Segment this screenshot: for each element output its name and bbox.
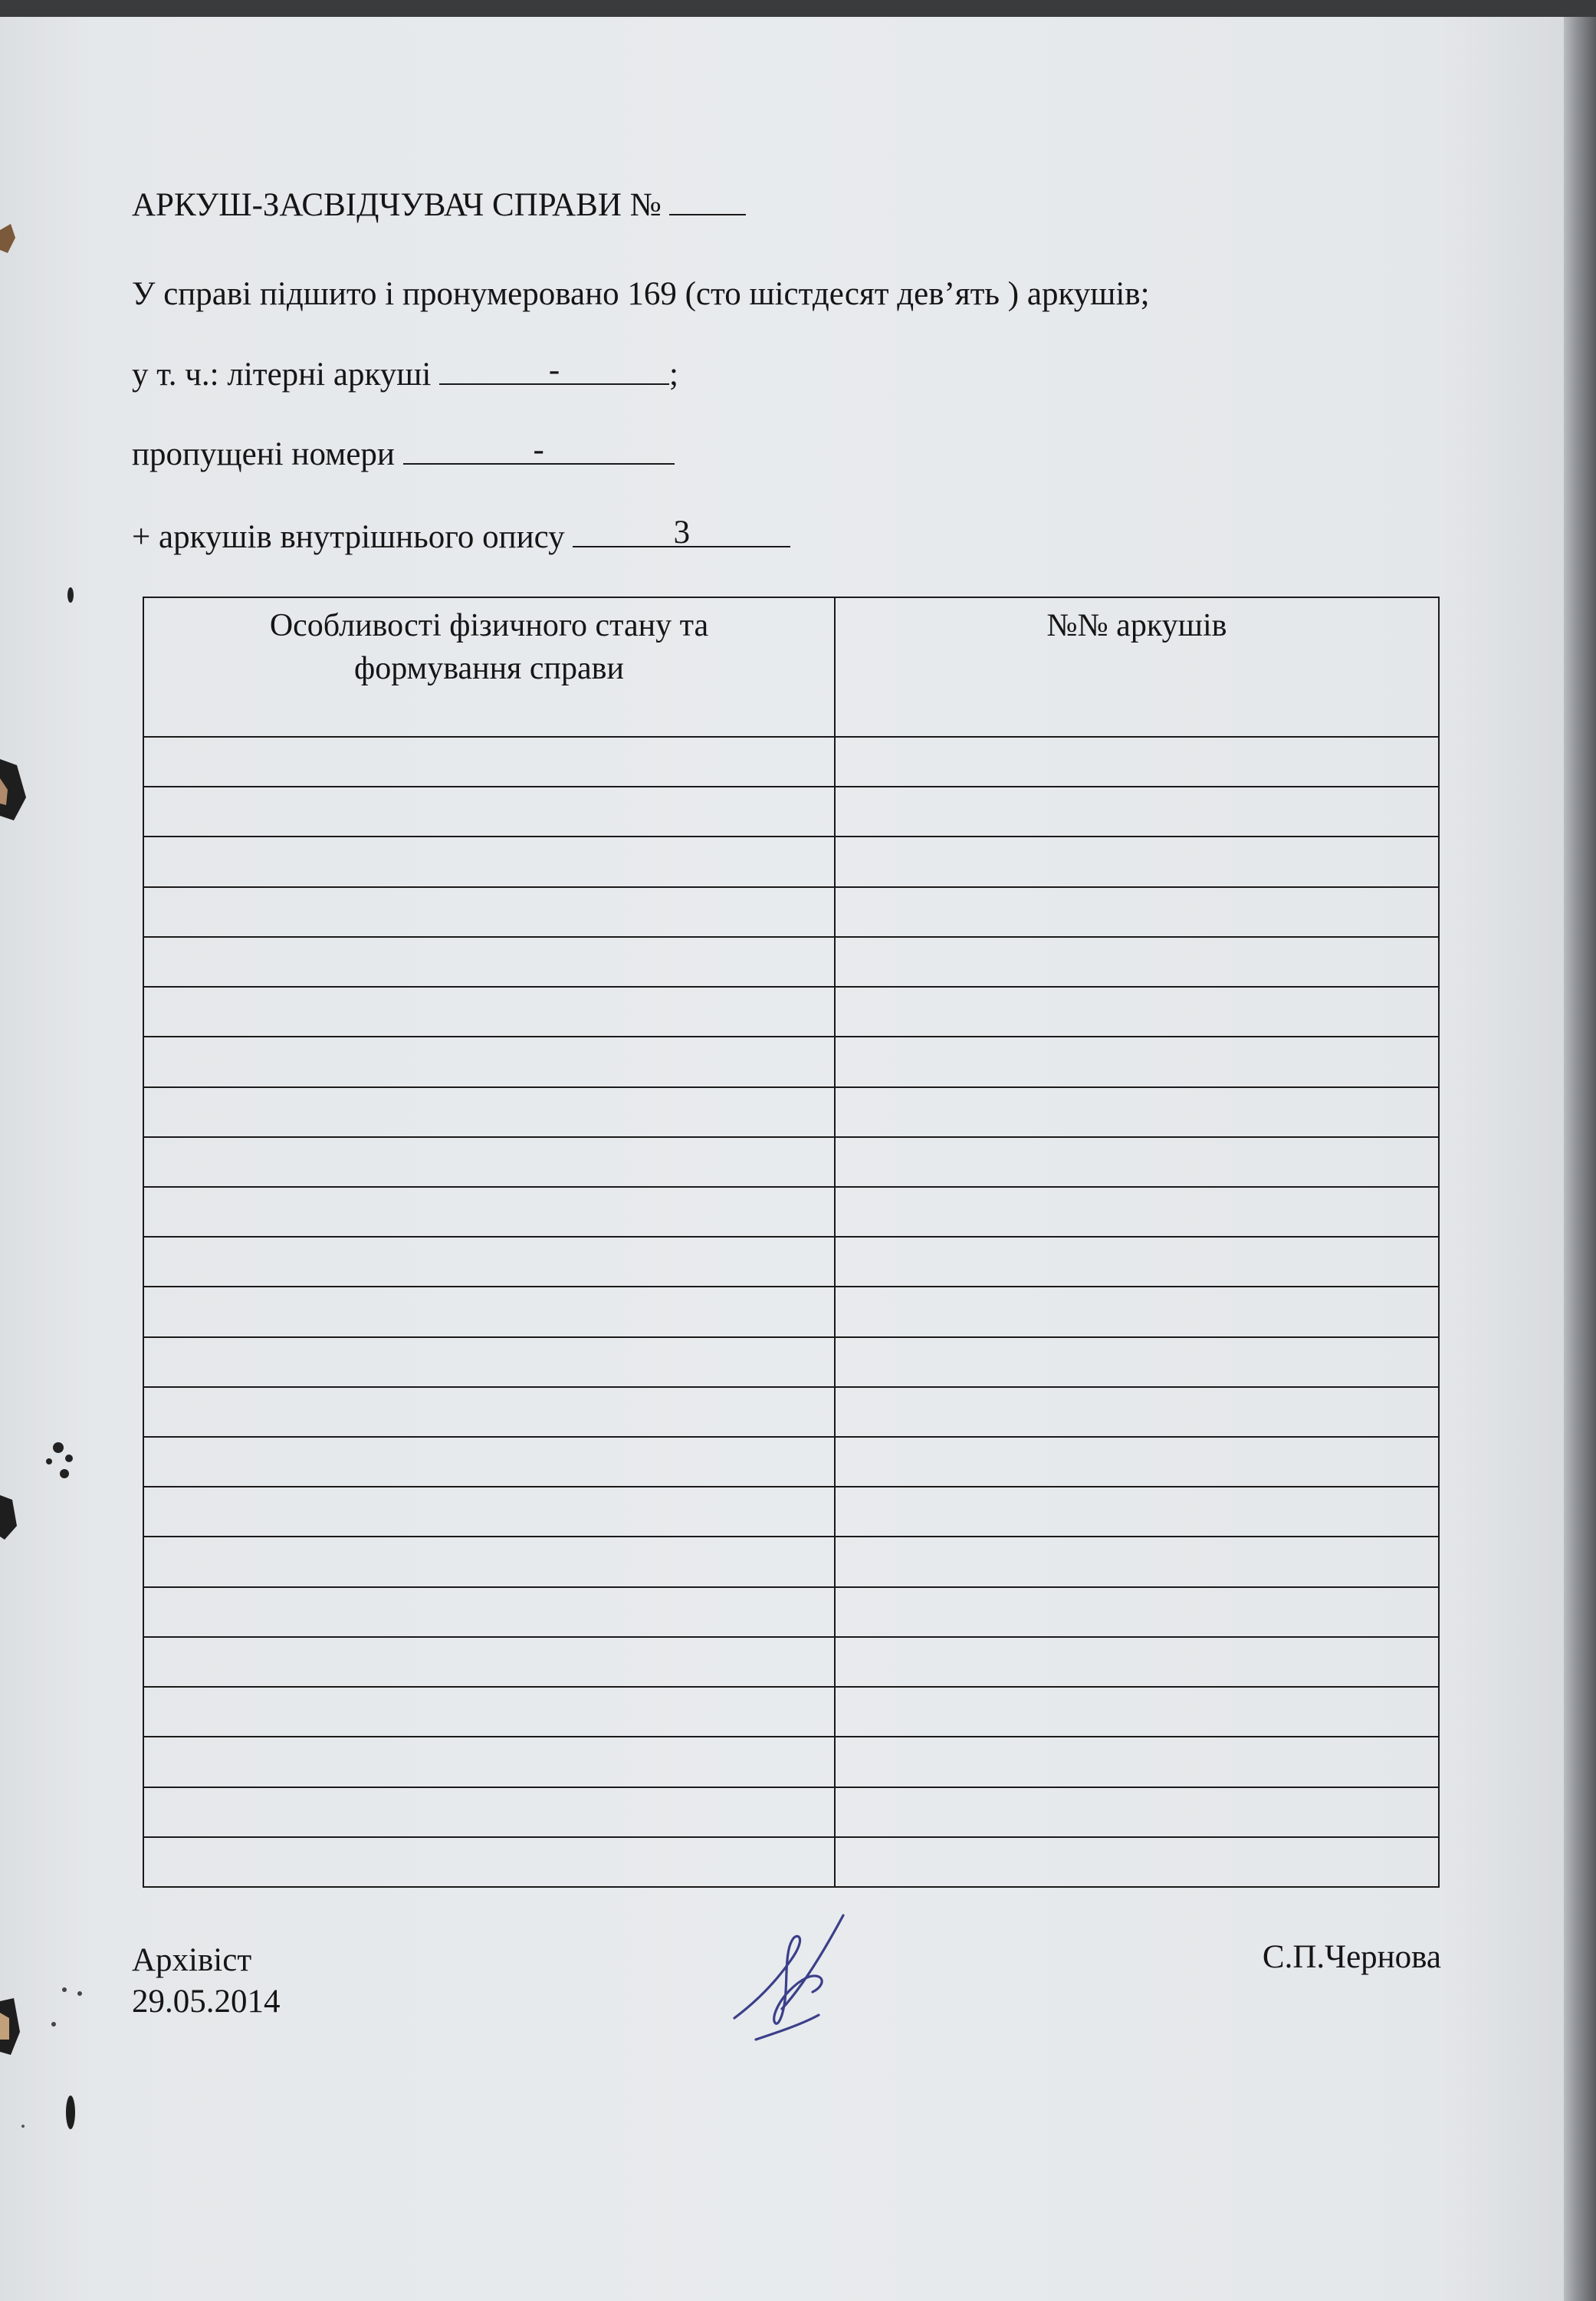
table-row [144, 1636, 1438, 1638]
table-row [144, 1836, 1438, 1838]
table-row [144, 1787, 1438, 1788]
table-row [144, 886, 1438, 888]
missing-numbers-label: пропущені номери [132, 436, 395, 472]
case-number-blank [669, 186, 746, 215]
table-row [144, 1736, 1438, 1737]
title-text: АРКУШ-ЗАСВІДЧУВАЧ СПРАВИ № [132, 187, 662, 223]
table-row [144, 1336, 1438, 1338]
letter-sheets-blank [439, 352, 669, 388]
missing-numbers-line [132, 432, 675, 475]
table-row [144, 836, 1438, 837]
table-row [144, 736, 1438, 738]
table-header-condition [144, 604, 834, 690]
letter-sheets-label: у т. ч.: літерні аркуші [132, 357, 432, 393]
table-row [144, 1486, 1438, 1487]
table-column-divider [834, 598, 836, 1886]
table-row [144, 936, 1438, 938]
footer-archivist [132, 1940, 281, 2023]
document-title [132, 186, 746, 225]
letter-sheets-value: - [548, 352, 560, 388]
table-header-sheet-numbers: №№ аркушів [1046, 608, 1227, 643]
table-row [144, 1586, 1438, 1588]
table-row [144, 786, 1438, 787]
table-row [144, 986, 1438, 988]
inventory-value: 3 [673, 514, 691, 551]
table-row [144, 1236, 1438, 1238]
page-edge-shadow [1564, 17, 1596, 2301]
table-row [144, 1036, 1438, 1037]
missing-numbers-blank [403, 432, 675, 468]
handwritten-signature [728, 1909, 859, 2043]
table-row [144, 1286, 1438, 1287]
table-row [144, 1086, 1438, 1088]
table-row [144, 1136, 1438, 1138]
inventory-label: + аркушів внутрішнього опису [132, 519, 565, 555]
table-header-condition-line2: формування справи [354, 651, 624, 686]
paper-damage-marks [0, 0, 92, 2301]
stitched-sheets-line: У справі підшито і пронумеровано 169 (сто шістдесят дев’ять ) аркушів; [132, 276, 1150, 312]
letter-sheets-line [132, 352, 678, 395]
inventory-blank [573, 514, 790, 551]
table-row [144, 1386, 1438, 1388]
archivist-name: С.П.Чернова [1262, 1939, 1441, 1975]
document-date: 29.05.2014 [132, 1984, 281, 2020]
inventory-line [132, 514, 790, 557]
physical-condition-table [143, 597, 1440, 1888]
table-row [144, 1186, 1438, 1188]
missing-numbers-value: - [533, 432, 544, 468]
letter-sheets-end: ; [669, 357, 678, 393]
table-row [144, 1436, 1438, 1438]
archivist-role: Архівіст [132, 1942, 252, 1978]
table-header-condition-line1: Особливості фізичного стану та [269, 608, 709, 643]
table-row [144, 1536, 1438, 1537]
table-row [144, 1686, 1438, 1688]
